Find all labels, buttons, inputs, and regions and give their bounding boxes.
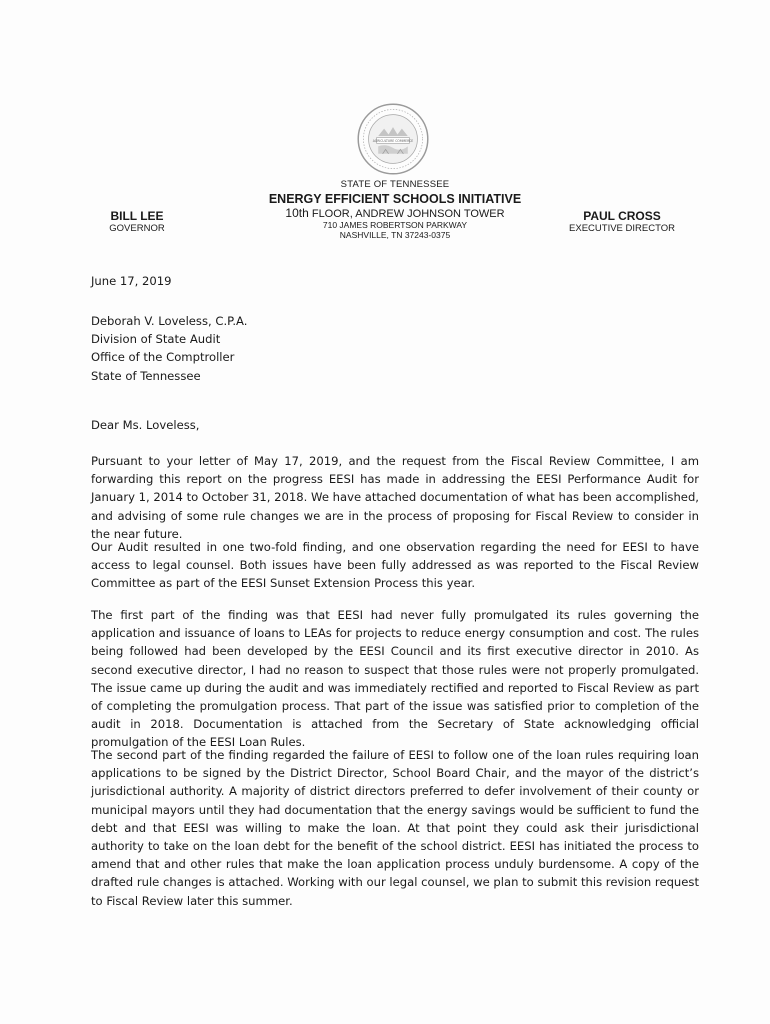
addressee-line: Deborah V. Loveless, C.P.A.: [91, 314, 248, 328]
organization-name: ENERGY EFFICIENT SCHOOLS INITIATIVE: [268, 191, 522, 206]
state-seal-icon: [356, 102, 430, 176]
addressee-line: Division of State Audit: [91, 332, 221, 347]
address-street: 710 JAMES ROBERTSON PARKWAY: [322, 220, 468, 231]
director-block: [562, 209, 682, 235]
seal-band-text: AGRICULTURE COMMERCE: [372, 138, 414, 143]
governor-name: BILL LEE: [110, 209, 164, 223]
address-city: NASHVILLE, TN 37243-0375: [339, 229, 451, 240]
letter-date: June 17, 2019: [91, 274, 172, 288]
governor-title: GOVERNOR: [109, 223, 165, 235]
addressee-block: [91, 312, 699, 385]
paragraph-3: The first part of the finding was that EESI had never fully promulgated its rules governing the application and issuance of loans to LEAs for projects to reduce energy consumption and cost. The rules being followed had been developed by the EESI Council and its first executive director in 2010. As second executive director, I had no reason to suspect that those rules were not properly promulgated. The issue came up during the audit and was immediately rectified and reported to Fiscal Review as part of completing the promulgation process. That part of the issue was satisfied prior to completion of the audit in 2018. Documentation is attached from the Secretary of State acknowledging official promulgation of the EESI Loan Rules.: [91, 608, 699, 750]
state-name: STATE OF TENNESSEE: [340, 179, 450, 190]
governor-block: [92, 209, 182, 235]
floor-building: FLOOR, ANDREW JOHNSON TOWER: [311, 208, 505, 221]
letterhead: [200, 180, 590, 241]
addressee-line: State of Tennessee: [91, 368, 201, 383]
paragraph-1: Pursuant to your letter of May 17, 2019, and the request from the Fiscal Review Committee, I am forwarding this report on the progress EESI has made in addressing the EESI Performance Audit for January 1, 2014 to October 31, 2018. We have attached documentation of what has been accomplished, and advising of some rule changes we are in the process of proposing for Fiscal Review to consider in the near future.: [91, 454, 699, 541]
director-title: EXECUTIVE DIRECTOR: [569, 223, 675, 235]
address-floor: [200, 207, 590, 221]
salutation: Dear Ms. Loveless,: [91, 418, 200, 432]
paragraph-4: The second part of the finding regarded the failure of EESI to follow one of the loan rules requiring loan applications to be signed by the District Director, School Board Chair, and the mayor of the district’s jurisdictional authority. A majority of district directors preferred to defer involvement of their county or municipal mayors until they had documentation that the energy savings would be sufficient to fund the debt and that EESI was willing to make the loan. At that point they could ask their jurisdictional authority to take on the loan debt for the benefit of the school district. EESI has initiated the process to amend that and other rules that make the loan application process unduly burdensome. A copy of the drafted rule changes is attached. Working with our legal counsel, we plan to submit this revision request to Fiscal Review later this summer.: [91, 748, 699, 908]
paragraph-2: Our Audit resulted in one two-fold finding, and one observation regarding the need for EESI to have access to legal counsel. Both issues have been fully addressed as was reported to the Fiscal Review Committee as part of the EESI Sunset Extension Process this year.: [91, 540, 699, 591]
floor-number: 10th: [285, 206, 309, 221]
director-name: PAUL CROSS: [583, 209, 661, 223]
addressee-line: Office of the Comptroller: [91, 350, 235, 365]
